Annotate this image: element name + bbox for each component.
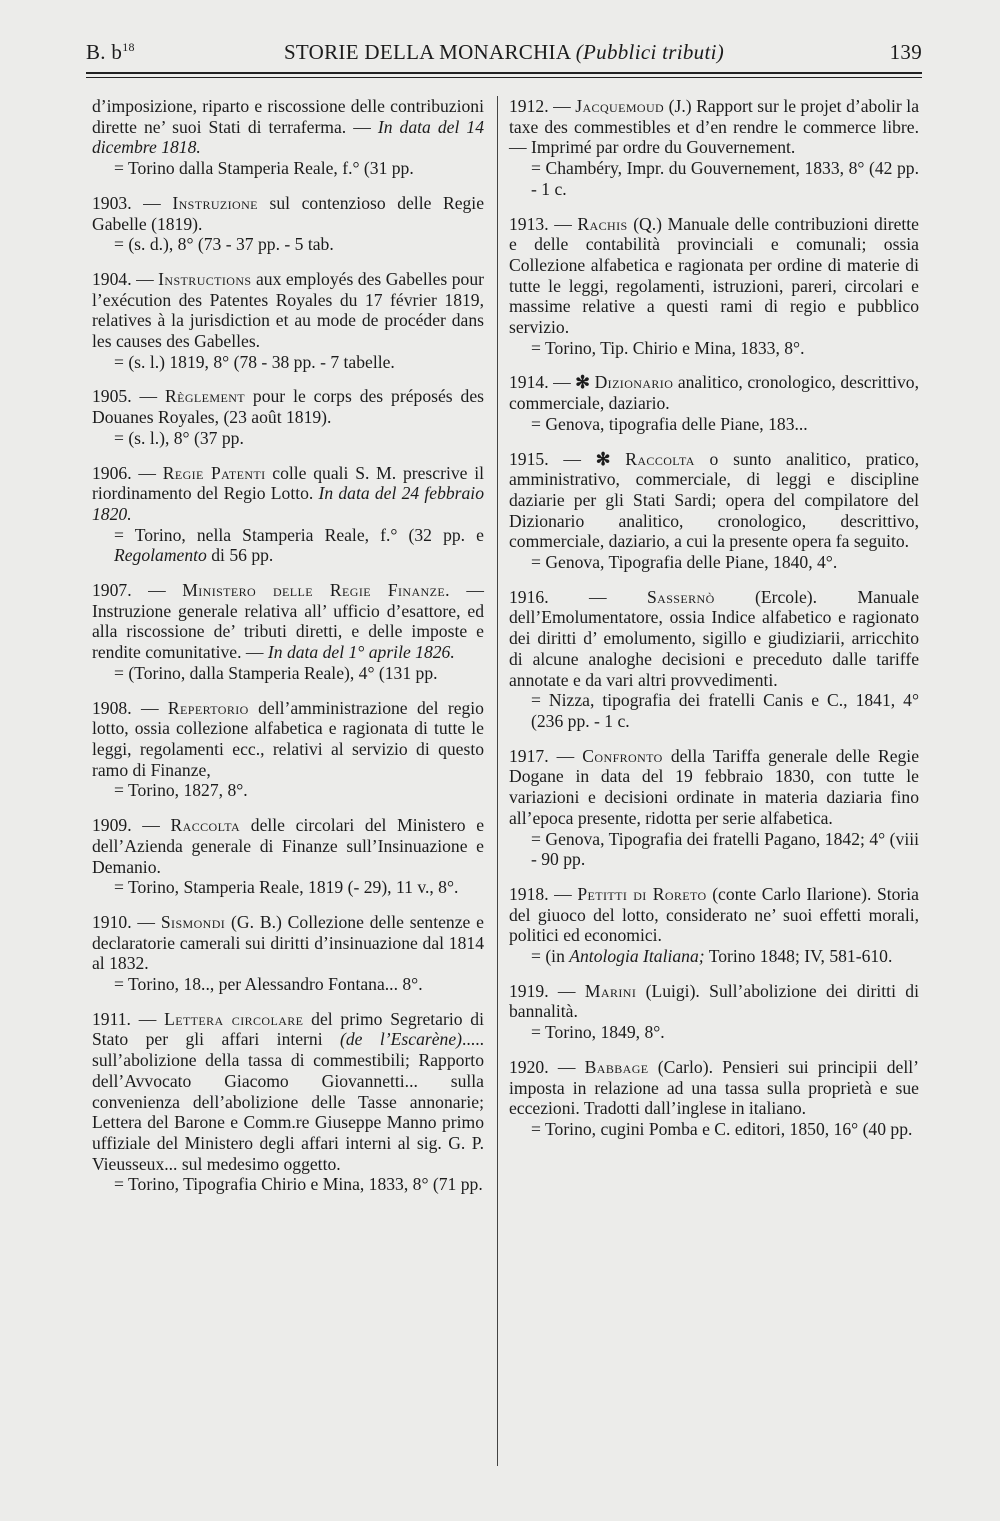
entry-heading: Sismondi — [160, 911, 226, 932]
imprint: = (s. l.), 8° (37 pp. — [114, 427, 244, 448]
left-column — [92, 96, 484, 1209]
imprint: = Torino, 1849, 8°. — [531, 1022, 665, 1043]
entry-1914: 1914. — ✻ Dizionario analitico, cronologico, descrittivo, commerciale, daziario. = Genova, tipografia delle Piane, 183... — [509, 372, 919, 434]
entry-heading: Dizionario — [594, 372, 674, 393]
entry-heading: Babbage — [584, 1056, 649, 1077]
entry-1908: 1908. — Repertorio dell’amministrazione del regio lotto, ossia collezione alfabetica e ragionata di tutte le leggi, regolamenti ecc., relativi al servizio di questo ramo di Finanze, = Torino, 1827, 8°. — [92, 697, 484, 801]
imprint: = Torino, 18.., per Alessandro Fontana... 8°. — [114, 974, 423, 995]
entry-1911: 1911. — Lettera circolare del primo Segretario di Stato per gli affari interni (de l’Escarène)..... sull’abolizione della tassa di commestibili; Rapporto dell’Avvocato Giacomo Giovannetti... sulla convenienza dell’abolizione delle Tasse annonarie; Lettera del Barone e Comm.re Giuseppe Manno primo uffiziale del Ministero degli affari interni al sig. G. P. Vieusseux... sul medesimo oggetto. = Torino, Tipografia Chirio e Mina, 1833, 8° (71 pp. — [92, 1008, 484, 1195]
entry-heading: Jacquemoud — [575, 96, 665, 116]
entry-heading: Raccolta — [170, 815, 241, 836]
entry-1907: 1907. — Ministero delle Regie Finanze. — Instruzione generale relativa all’ ufficio d’esattore, ed alla riscossione de’ tributi diretti, e delle imposte e rendite comunitative. — In data del 1° aprile 1826. = (Torino, dalla Stamperia Reale), 4° (131 pp. — [92, 580, 484, 683]
entry-1912: 1912. — Jacquemoud (J.) Rapport sur le projet d’abolir la taxe des commestibles et d’en rendre le commerce libre. — Imprimé par ordre du Gouvernement. = Chambéry, Impr. du Gouvernement, 1833, 8° (42 pp. - 1 c. — [509, 96, 920, 199]
imprint: = Torino dalla Stamperia Reale, f.° (31 pp. — [114, 158, 414, 179]
header-rule — [86, 72, 922, 74]
imprint: = (Torino, dalla Stamperia Reale), 4° (131 pp. — [114, 662, 438, 683]
imprint: = Torino, Stamperia Reale, 1819 (- 29), 11 v., 8°. — [114, 877, 459, 898]
entry-heading: Repertorio — [167, 697, 249, 718]
imprint: = Genova, Tipografia dei fratelli Pagano, 1842; 4° (viii - 90 pp. — [531, 828, 919, 870]
right-column — [509, 96, 919, 1154]
header-rule-thin — [86, 77, 922, 78]
entry-heading: Raccolta — [625, 448, 695, 469]
entry-1909: 1909. — Raccolta delle circolari del Ministero e dell’Azienda generale di Finanze sull’Insinuazione e Demanio. = Torino, Stamperia Reale, 1819 (- 29), 11 v., 8°. — [92, 815, 484, 898]
running-title: STORIE DELLA MONARCHIA (Pubblici tributi) — [283, 40, 725, 64]
entry-continued: d’imposizione, riparto e riscossione delle contribuzioni dirette ne’ suoi Stati di terraferma. — In data del 14 dicembre 1818. = Torino dalla Stamperia Reale, f.° (31 pp. — [92, 96, 484, 179]
entry-1919: 1919. — Marini (Luigi). Sull’abolizione dei diritti di bannalità. = Torino, 1849, 8°. — [509, 980, 919, 1043]
running-header — [86, 40, 922, 65]
entry-heading: Lettera circolare — [164, 1008, 304, 1029]
imprint: = Torino, cugini Pomba e C. editori, 1850, 16° (40 pp. — [531, 1118, 913, 1139]
entry-heading: Instruzione — [172, 192, 258, 213]
entry-1916: 1916. — Sassernò (Ercole). Manuale dell’Emolumentatore, ossia Indice alfabetico e ragionato dei diritti d’ emolumento, sigillo e giudiziarii, arricchito di alcune analoghe decisioni e preceduto dalle tariffe annotate e da vari altri provvedimenti. = Nizza, tipografia dei fratelli Canis e C., 1841, 4° (236 pp. - 1 c. — [509, 586, 919, 731]
asterisk-mark: ✻ — [595, 448, 626, 469]
entry-1918: 1918. — Petitti di Roreto (conte Carlo Ilarione). Storia del giuoco del lotto, considerato ne’ suoi effetti morali, politici ed economici. = (in Antologia Italiana; Torino 1848; IV, 581-610. — [509, 883, 919, 967]
entry-heading: Petitti di Roreto — [577, 883, 707, 904]
entry-heading: Instructions — [158, 268, 252, 289]
entry-1917: 1917. — Confronto della Tariffa generale delle Regie Dogane in data del 19 febbraio 1830, con tutte le variazioni e decisioni ordinate in materia daziaria fino all’epoca presente, ridotta per serie alfabetica. = Genova, Tipografia dei fratelli Pagano, 1842; 4° (viii - 90 pp. — [509, 745, 919, 870]
column-divider — [497, 96, 498, 1466]
imprint: = (in Antologia Italiana; Torino 1848; IV, 581-610. — [531, 946, 893, 967]
imprint: = Torino, nella Stamperia Reale, f.° (32 pp. e Regolamento di 56 pp. — [114, 524, 484, 566]
signature-mark: B. $b^{18}$ — [86, 40, 135, 64]
imprint: = (s. d.), 8° (73 - 37 pp. - 5 tab. — [114, 234, 334, 255]
entry-1915: 1915. — ✻ Raccolta o sunto analitico, pratico, amministrativo, commerciale, di leggi e discipline daziarie per gli Stati Sardi; opera del compilatore del Dizionario analitico, cronologico, descrittivo, commerciale, daziario, a cui la presente opera fa seguito. = Genova, Tipografia delle Piane, 1840, 4°. — [509, 448, 919, 573]
entry-1905: 1905. — Règlement pour le corps des préposés des Douanes Royales, (23 août 1819). = (s. l.), 8° (37 pp. — [92, 386, 484, 448]
entry-heading: Règlement — [165, 386, 245, 407]
imprint: = (s. l.) 1819, 8° (78 - 38 pp. - 7 tabelle. — [114, 351, 395, 372]
asterisk-mark: ✻ — [575, 372, 595, 393]
imprint: = Genova, tipografia delle Piane, 183... — [531, 413, 808, 434]
imprint: = Torino, Tip. Chirio e Mina, 1833, 8°. — [531, 337, 805, 358]
entry-heading: Marini — [584, 980, 637, 1001]
page-number: 139 — [889, 40, 922, 64]
entry-1906: 1906. — Regie Patenti colle quali S. M. prescrive il riordinamento del Regio Lotto. In data del 24 febbraio 1820. = Torino, nella Stamperia Reale, f.° (32 pp. e Regolamento di 56 pp. — [92, 462, 484, 566]
imprint: = Chambéry, Impr. du Gouvernement, 1833, 8° (42 pp. - 1 c. — [531, 158, 919, 199]
imprint: = Nizza, tipografia dei fratelli Canis e C., 1841, 4° (236 pp. - 1 c. — [531, 690, 919, 731]
entry-1913: 1913. — Rachis (Q.) Manuale delle contribuzioni dirette e delle contabilità provinciali e comunali; ossia Collezione alfabetica e ragionata per ordine di materie di tutte le leggi, regolamenti, istruzioni, pareri, circolari e massime relative a questi rami di regio e pubblico servizio. = Torino, Tip. Chirio e Mina, 1833, 8°. — [509, 213, 919, 358]
entry-heading: Confronto — [582, 745, 663, 766]
entry-heading: Ministero delle Regie Finanze. — [182, 580, 450, 601]
entry-1903: 1903. — Instruzione sul contenzioso delle Regie Gabelle (1819). = (s. d.), 8° (73 - 37 pp. - 5 tab. — [92, 192, 484, 255]
entry-1904: 1904. — Instructions aux employés des Gabelles pour l’exécution des Patentes Royales du 17 février 1819, relatives à la jurisdiction et au mode de procéder dans les causes des Gabelles. = (s. l.) 1819, 8° (78 - 38 pp. - 7 tabelle. — [92, 268, 485, 372]
entry-heading: Regie Patenti — [162, 462, 266, 483]
entry-1910: 1910. — Sismondi (G. B.) Collezione delle sentenze e declaratorie camerali sui diritti d’insinuazione dal 1814 al 1832. = Torino, 18.., per Alessandro Fontana... 8°. — [92, 911, 484, 995]
entry-heading: Sassernò — [646, 586, 715, 607]
imprint: = Torino, Tipografia Chirio e Mina, 1833, 8° (71 pp. — [114, 1174, 483, 1195]
entry-1920: 1920. — Babbage (Carlo). Pensieri sui principii dell’ imposta in relazione ad una tassa sulla proprietà e sue eccezioni. Tradotti dall’inglese in italiano. = Torino, cugini Pomba e C. editori, 1850, 16° (40 pp. — [509, 1056, 919, 1139]
imprint: = Torino, 1827, 8°. — [114, 780, 248, 801]
imprint: = Genova, Tipografia delle Piane, 1840, 4°. — [531, 552, 838, 573]
entry-heading: Rachis — [577, 213, 628, 234]
